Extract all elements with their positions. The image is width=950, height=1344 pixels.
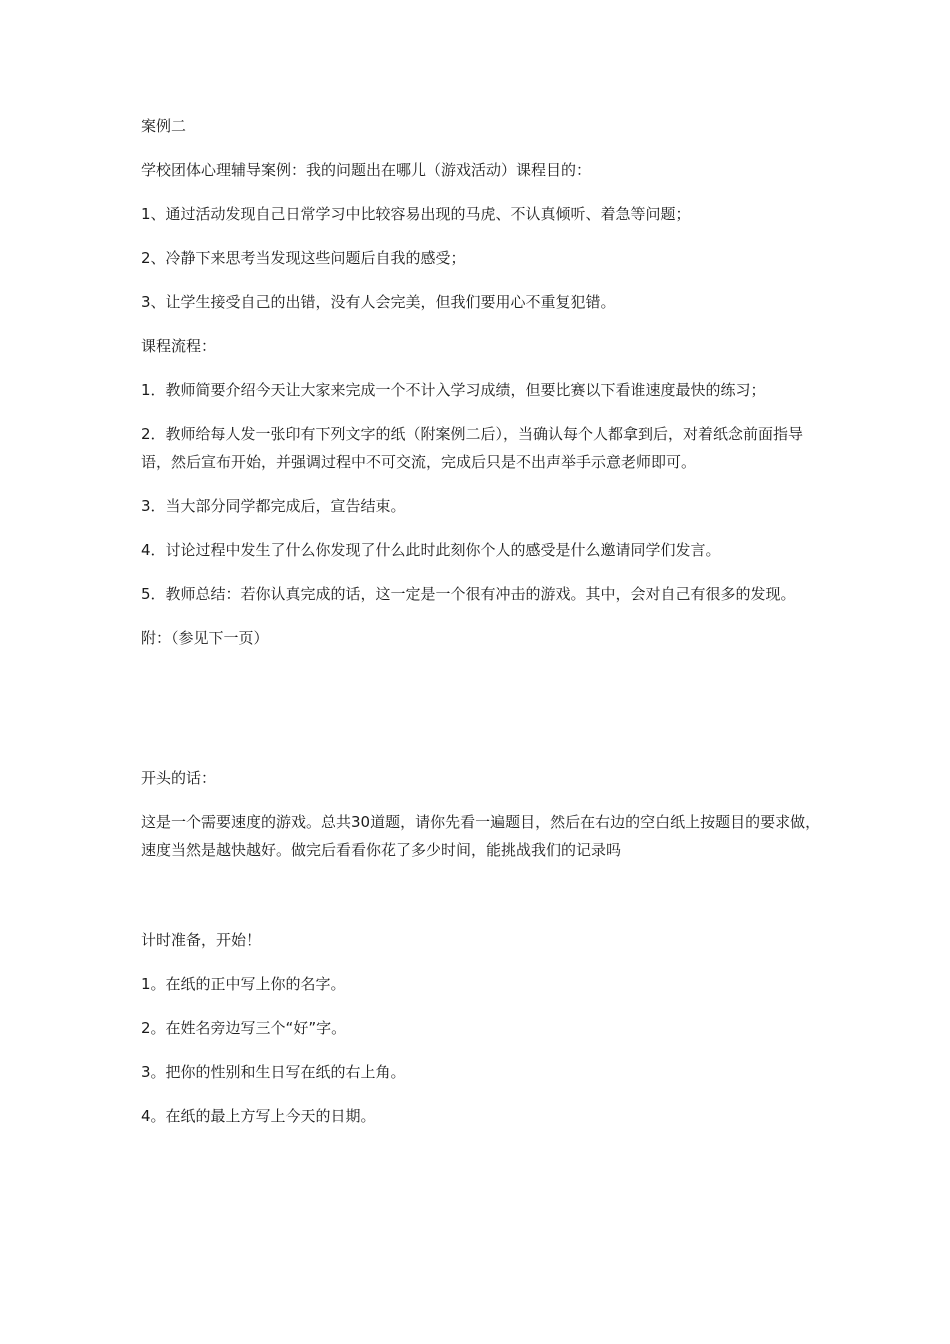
document-page	[141, 112, 821, 1146]
opening-heading: 开头的话：	[141, 769, 217, 787]
appendix-note: 附：（参见下一页）	[141, 629, 269, 647]
goal-item: 3、让学生接受自己的出错，没有人会完美，但我们要用心不重复犯错。	[141, 293, 616, 311]
process-step: 4．讨论过程中发生了什么你发现了什么此时此刻你个人的感受是什么邀请同学们发言。	[141, 541, 721, 559]
task-item: 4。在纸的最上方写上今天的日期。	[141, 1107, 376, 1125]
spacer	[141, 668, 821, 764]
spacer	[141, 880, 821, 926]
process-step: 5．教师总结：若你认真完成的话，这一定是一个很有冲击的游戏。其中，会对自己有很多的发现。	[141, 585, 796, 603]
task-item: 3。把你的性别和生日写在纸的右上角。	[141, 1063, 406, 1081]
case-heading: 案例二	[141, 117, 187, 135]
task-item: 2。在姓名旁边写三个“好”字。	[141, 1019, 347, 1037]
process-step: 3．当大部分同学都完成后，宣告结束。	[141, 497, 406, 515]
opening-text: 这是一个需要速度的游戏。总共30道题，请你先看一遍题目，然后在右边的空白纸上按题目的要求做，速度当然是越快越好。做完后看看你花了多少时间，能挑战我们的记录吗	[141, 813, 821, 859]
start-line: 计时准备，开始！	[141, 931, 262, 949]
goal-item: 2、冷静下来思考当发现这些问题后自我的感受；	[141, 249, 466, 267]
case-title: 学校团体心理辅导案例：我的问题出在哪儿（游戏活动）课程目的：	[141, 161, 592, 179]
goal-item: 1、通过活动发现自己日常学习中比较容易出现的马虎、不认真倾听、着急等问题；	[141, 205, 691, 223]
process-step: 1．教师简要介绍今天让大家来完成一个不计入学习成绩，但要比赛以下看谁速度最快的练习；	[141, 381, 766, 399]
process-step: 2．教师给每人发一张印有下列文字的纸（附案例二后），当确认每个人都拿到后，对着纸念前面指导语，然后宣布开始，并强调过程中不可交流，完成后只是不出声举手示意老师即可。	[141, 425, 804, 471]
task-item: 1。在纸的正中写上你的名字。	[141, 975, 346, 993]
process-heading: 课程流程：	[141, 337, 217, 355]
